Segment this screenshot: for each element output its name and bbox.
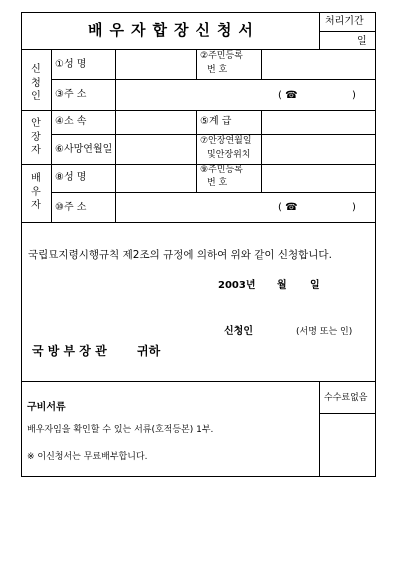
interred-section-label: 안장자 bbox=[31, 118, 41, 156]
spouse-rrn-label: ⑨주민등록 bbox=[200, 165, 243, 175]
spouse-section-label: 배우자 bbox=[31, 173, 41, 211]
required-documents-title: 구비서류 bbox=[27, 402, 66, 413]
rule bbox=[21, 164, 376, 165]
rule bbox=[51, 192, 376, 193]
spouse-phone bbox=[278, 203, 356, 213]
applicant-rrn-label-2: 번 호 bbox=[207, 65, 228, 75]
applicant-phone bbox=[278, 91, 356, 101]
processing-period-value: 일 bbox=[357, 36, 367, 47]
date-year: 2003년 bbox=[218, 280, 256, 291]
telephone-icon: ☎ bbox=[285, 202, 298, 213]
rule bbox=[21, 222, 376, 223]
applicant-address-label: ③주 소 bbox=[55, 89, 87, 100]
rule bbox=[21, 110, 376, 111]
death-date-label: ⑥사망연월일 bbox=[55, 144, 113, 155]
affiliation-label: ④소 속 bbox=[55, 116, 87, 127]
date-month: 월 bbox=[277, 280, 287, 291]
rule bbox=[51, 134, 376, 135]
spouse-phone-open: ( bbox=[278, 202, 282, 213]
rule bbox=[51, 49, 52, 222]
required-document-item: 배우자임을 확인할 수 있는 서류(호적등본) 1부. bbox=[27, 425, 214, 435]
application-statement: 국립묘지령시행규칙 제2조의 규정에 의하여 위와 같이 신청합니다. bbox=[28, 249, 332, 261]
fee-note: 수수료없음 bbox=[324, 393, 368, 403]
applicant-phone-open: ( bbox=[278, 90, 282, 101]
spouse-name-label: ⑧성 명 bbox=[55, 172, 87, 183]
signature-note: (서명 또는 인) bbox=[296, 327, 353, 337]
burial-label: ⑦안장연월일 bbox=[200, 136, 252, 146]
burial-label-2: 및안장위치 bbox=[207, 150, 251, 160]
rule bbox=[21, 381, 376, 382]
rule bbox=[196, 110, 197, 164]
rule bbox=[319, 381, 320, 477]
telephone-icon: ☎ bbox=[285, 90, 298, 101]
rule bbox=[51, 79, 376, 80]
application-form bbox=[21, 12, 376, 477]
processing-period-label: 처리기간 bbox=[325, 16, 364, 27]
honorific: 귀하 bbox=[137, 344, 161, 358]
rule bbox=[21, 49, 376, 50]
recipient: 국 방 부 장 관 bbox=[32, 344, 107, 358]
spouse-phone-close: ) bbox=[351, 202, 356, 213]
date-day: 일 bbox=[310, 280, 320, 291]
rank-label: ⑤계 급 bbox=[200, 116, 232, 127]
applicant-rrn-label: ②주민등록 bbox=[200, 51, 243, 61]
rule bbox=[261, 49, 262, 79]
spouse-rrn-label-2: 번 호 bbox=[207, 178, 228, 188]
rule bbox=[319, 413, 376, 414]
applicant-signature-label: 신청인 bbox=[224, 326, 253, 337]
rule bbox=[261, 110, 262, 164]
spouse-address-label: ⑩주 소 bbox=[55, 202, 87, 213]
applicant-name-label: ①성 명 bbox=[55, 59, 87, 70]
rule bbox=[196, 164, 197, 192]
rule bbox=[196, 49, 197, 79]
rule bbox=[319, 12, 320, 49]
rule bbox=[115, 49, 116, 222]
free-distribution-note: ※ 이신청서는 무료배부합니다. bbox=[27, 452, 148, 462]
applicant-section-label: 신청인 bbox=[31, 64, 41, 102]
rule bbox=[261, 164, 262, 192]
rule bbox=[319, 31, 376, 32]
applicant-phone-close: ) bbox=[351, 90, 356, 101]
form-title: 배우자합장신청서 bbox=[88, 21, 260, 39]
